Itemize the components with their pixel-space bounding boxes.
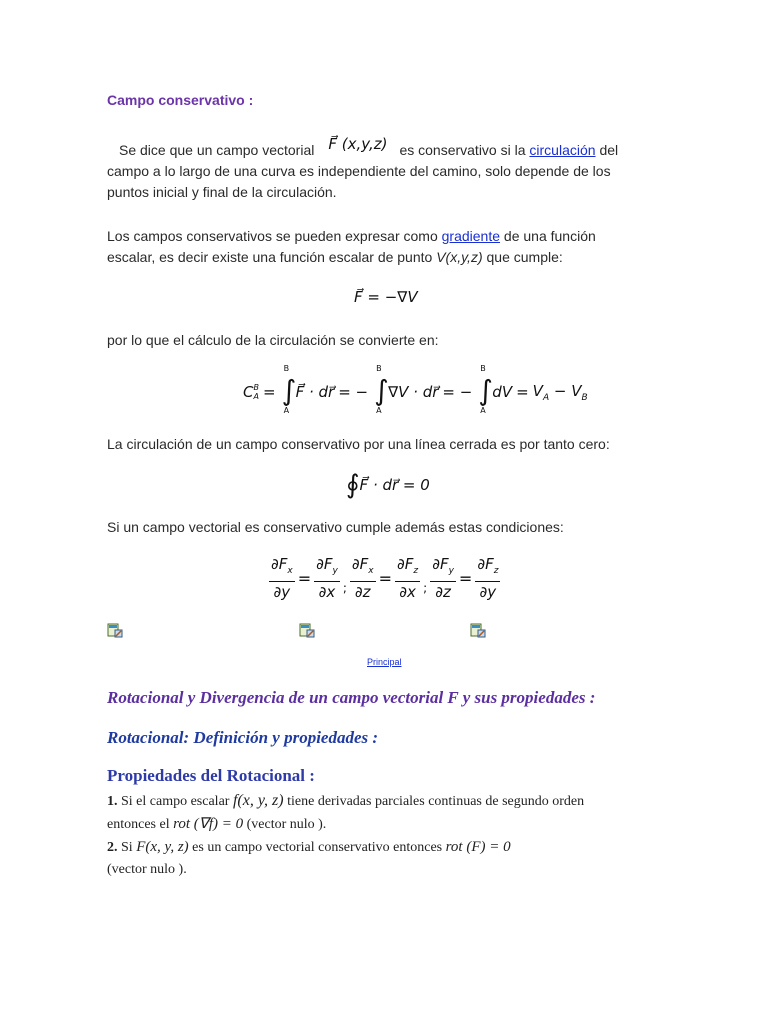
equation-circulation: C B A = B ∫ A F⃗ · dr⃗ = − B ∫ A ∇V · dr⃗ = − B ∫ A dV = $V_A - V_B$ [243, 364, 588, 415]
edit-document-icon[interactable] [107, 622, 123, 638]
eq2-lhs: C B A [243, 382, 259, 402]
frac-dfy-dz: $\frac{\partial F_y}{\partial z}$ [432, 555, 454, 601]
property-item-2-line2: (vector nulo ). [107, 862, 187, 877]
vector-field-F-formula: F(x, y, z) [136, 839, 189, 855]
frac-dfz-dy: $\frac{\partial F_z}{\partial y}$ [477, 555, 499, 601]
p1-line3: puntos inicial y final de la circulación. [107, 184, 337, 200]
integral-sign-1: B ∫ A [281, 364, 297, 415]
equation-closed-integral [346, 470, 430, 500]
link-gradiente[interactable]: gradiente [441, 228, 501, 244]
p2-text-a: Los campos conservativos se pueden expresar como [107, 228, 438, 244]
rot-F-formula: rot (F) = 0 [445, 839, 511, 855]
p2-text-b: de una función [503, 228, 596, 244]
vector-field-formula: F⃗ (x,y,z) [328, 135, 388, 153]
eq3-body: F⃗ · dr⃗ = 0 [359, 476, 430, 494]
paragraph-closed-line: La circulación de un campo conservativo por una línea cerrada es por tanto cero: [107, 436, 610, 452]
link-circulacion[interactable]: circulación [529, 142, 596, 158]
paragraph-gradient [107, 226, 667, 268]
paragraph-definition [107, 135, 667, 203]
p1-text-c: del [599, 142, 619, 158]
integral-sign-2: B ∫ A [374, 364, 389, 415]
p2-line2-b: que cumple: [486, 249, 563, 265]
eq2-term1: F⃗ · dr⃗ [295, 383, 335, 401]
property-item-2: 2. Si F(x, y, z) es un campo vectorial conservativo entonces rot (F) = 0 [107, 839, 511, 855]
p2-line2-a: escalar, es decir existe una función escalar de punto [107, 249, 433, 265]
eq2-term3: dV [492, 383, 513, 401]
frac-dfx-dy: $\frac{\partial F_x}{\partial y}$ [271, 555, 293, 601]
integral-sign-3: B ∫ A [478, 364, 493, 415]
equation-gradient: F⃗ = −∇V [354, 288, 418, 306]
separator-1: ; [342, 581, 347, 595]
property-item-1: 1. Si el campo escalar f(x, y, z) tiene derivadas parciales continuas de segundo orden [107, 792, 585, 809]
p1-text-a: Se dice que un campo vectorial [119, 142, 315, 158]
properties-list [107, 790, 707, 881]
paragraph-conditions: Si un campo vectorial es conservativo cumple además estas condiciones: [107, 519, 564, 535]
section-subtitle-rotacional: Rotacional: Definición y propiedades : [107, 728, 379, 747]
section-title-campo-conservativo: Campo conservativo : [107, 92, 254, 108]
link-principal[interactable]: Principal [367, 657, 402, 667]
edit-document-icon[interactable] [470, 622, 486, 638]
contour-integral-sign: ∮ [346, 470, 360, 500]
eq2-result: $V_A - V_B$ [532, 381, 588, 403]
frac-dfy-dx: $\frac{\partial F_y}{\partial x}$ [316, 555, 338, 601]
paragraph-circulation-calc: por lo que el cálculo de la circulación se convierte en: [107, 332, 439, 348]
section-title-rotacional-divergencia: Rotacional y Divergencia de un campo vectorial F y sus propiedades : [107, 688, 596, 707]
section-title-propiedades: Propiedades del Rotacional : [107, 766, 315, 785]
edit-document-icon[interactable] [299, 622, 315, 638]
property-item-1-line2: entonces el rot (∇f) = 0 (vector nulo ). [107, 816, 327, 832]
separator-2: ; [423, 581, 428, 595]
equation-conditions: $\frac{\partial F_x}{\partial y}$ = $\frac{\partial F_y}{\partial x}$ ; $\frac{\partial F_x}{\partial z}$ = $\frac{\partial F_z}{\partial x}$ ; $\frac{\partial F_y}{\partial z}$ = $\frac{\partial F_z}{\partial y}$ [271, 555, 499, 601]
p1-text-b: es conservativo si la [399, 142, 526, 158]
eq2-term2: ∇V · dr⃗ [388, 383, 439, 401]
p1-line2: campo a lo largo de una curva es independiente del camino, solo depende de los [107, 163, 611, 179]
scalar-field-formula: f(x, y, z) [232, 792, 284, 809]
frac-dfz-dx: $\frac{\partial F_z}{\partial x}$ [397, 555, 419, 601]
rot-grad-formula: rot (∇f) = 0 [173, 816, 244, 832]
scalar-function-v: V(x,y,z) [436, 249, 483, 265]
frac-dfx-dz: $\frac{\partial F_x}{\partial z}$ [351, 555, 374, 601]
